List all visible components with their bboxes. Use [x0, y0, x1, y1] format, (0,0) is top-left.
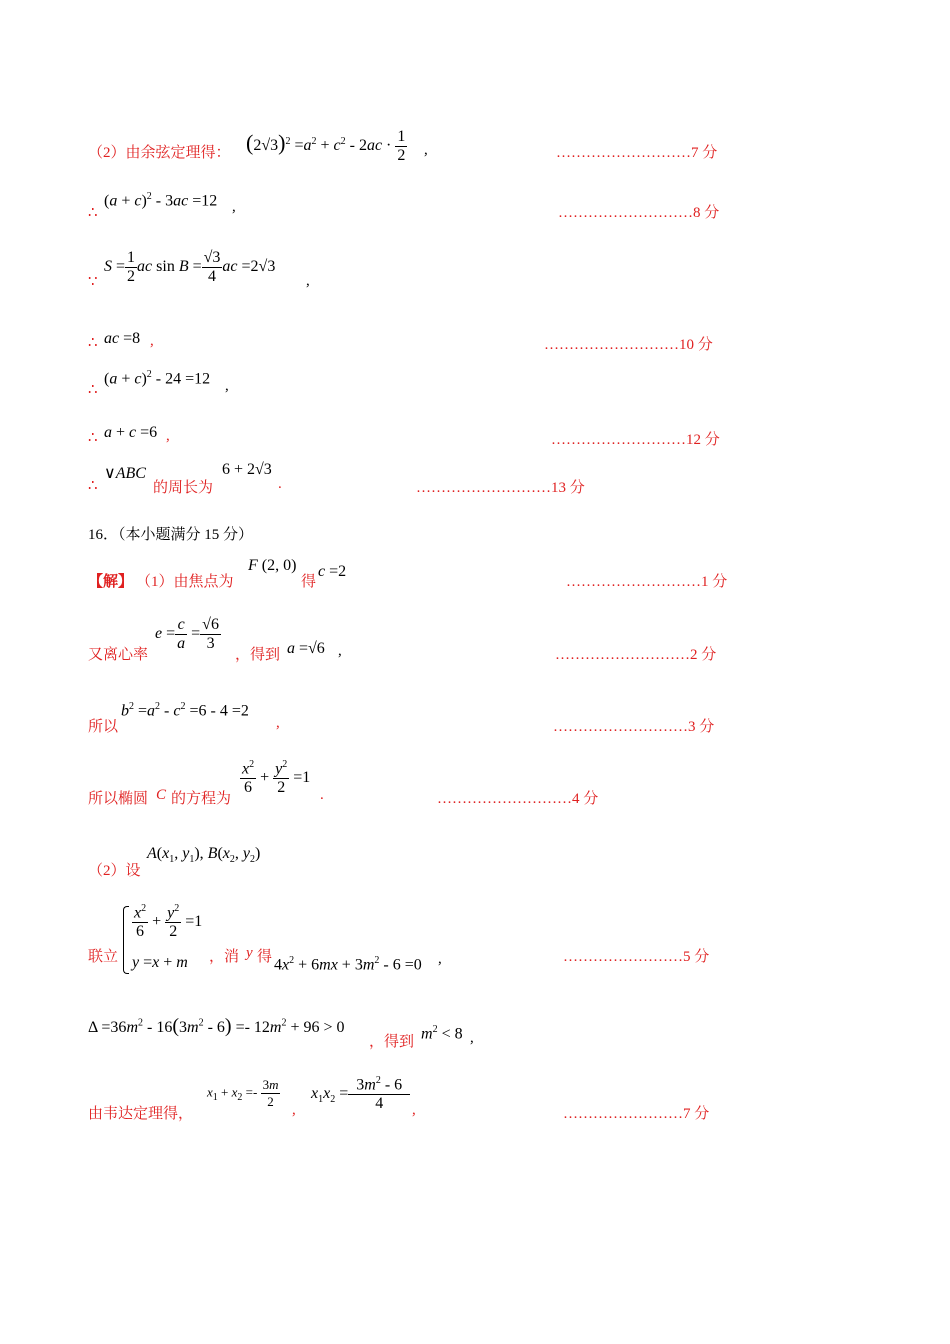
curve-c: C — [156, 787, 167, 803]
equation: $\frac{x^2}{6}$ + $\frac{y^2}{2}$ =1 — [242, 759, 311, 797]
quadratic: $4x^2 + 6mx + 3m^2 - 6 =0$ — [274, 955, 422, 974]
system-eq2: y =x + m — [132, 954, 188, 971]
line-vieta — [0, 1075, 950, 1125]
comma: , — [412, 1102, 416, 1118]
score-13: ………………………13 分 — [416, 480, 585, 496]
comma: , — [292, 1102, 296, 1118]
score-12: ………………………12 分 — [551, 432, 720, 448]
system-brace — [123, 906, 129, 974]
so-text: 所以 — [88, 719, 119, 735]
line-focus — [0, 555, 950, 615]
score-10: ………………………10 分 — [544, 337, 713, 353]
line-area — [0, 245, 950, 305]
eliminate-text: ，消 — [209, 949, 240, 965]
comma: , — [276, 715, 280, 731]
equation: $(a + c)^2 - 3ac =12$ — [104, 191, 218, 210]
equation: c =2 — [318, 563, 347, 580]
comma: , — [225, 378, 229, 394]
therefore-symbol: ∴ — [88, 205, 98, 221]
comma: , — [232, 199, 236, 215]
equation: a + c =6 — [104, 424, 158, 441]
score-1: ………………………1 分 — [566, 574, 728, 590]
vieta-text: 由韦达定理得， — [88, 1106, 194, 1122]
result-text: ，得到 — [235, 647, 281, 663]
comma: , — [150, 333, 154, 349]
line-set-points — [0, 840, 950, 900]
combine-text: 联立 — [88, 949, 119, 965]
product-roots: $x_1x_2$ = $\frac{3m^2 - 6}{4}$ — [311, 1075, 410, 1113]
comma: , — [424, 142, 428, 158]
focus-text: （1）由焦点为 — [136, 574, 234, 590]
sum-roots: $x_1 + x_2$ =- $\frac{3m}{2}$ — [207, 1077, 279, 1109]
line-law-of-cosines — [0, 120, 950, 180]
therefore-symbol: ∴ — [88, 335, 98, 351]
points-ab: $A(x_1$, $y_1$), $B(x_2$, $y_2$) — [147, 845, 261, 866]
line-discriminant — [0, 1010, 950, 1070]
comma: , — [438, 951, 442, 967]
question-title: 16．（本小题满分 15 分） — [88, 527, 254, 543]
line-system — [0, 903, 950, 978]
focus-point: F (2, 0) — [248, 557, 297, 574]
set-text: （2）设 — [88, 863, 141, 879]
because-symbol: ∵ — [88, 274, 98, 290]
equation: $b^2 =a^2 - c^2 =6 - 4 =2$ — [121, 701, 249, 720]
line-eccentricity — [0, 612, 950, 672]
equation: $(2√3)^2 =a^2 + c^2 - 2ac$ · $\frac{1}{2}$ — [246, 128, 406, 164]
var-y: y — [246, 945, 253, 961]
result-text: ，得到 — [369, 1034, 415, 1050]
perimeter-text: 的周长为 — [153, 480, 214, 496]
score-5: ……………………5 分 — [563, 949, 710, 965]
discriminant: $\Delta =36m^2 - 16(3m^2 - 6) =- 12m^2 + 96 > 0$ — [88, 1015, 345, 1037]
line-ellipse-equation — [0, 757, 950, 817]
eccentricity-text: 又离心率 — [88, 647, 149, 663]
comma: , — [306, 273, 310, 289]
score-3: ………………………3 分 — [553, 719, 715, 735]
period: . — [320, 787, 324, 803]
equation: $(a + c)^2 - 24 =12$ — [104, 369, 211, 388]
line-ac-sum — [0, 185, 950, 245]
inequality: $m^2 < 8$ — [421, 1024, 463, 1043]
equation-text: 的方程为 — [171, 791, 232, 807]
equation: S = $\frac{1}{2}$ ac sin B = $\frac{√3}{4}$ ac =2√3 — [104, 249, 276, 285]
equation: e = $\frac{c}{a}$ = $\frac{√6}{3}$ — [155, 616, 219, 652]
therefore-symbol: ∴ — [88, 382, 98, 398]
score-8: ………………………8 分 — [558, 205, 720, 221]
therefore-symbol: ∴ — [88, 430, 98, 446]
get-text: 得 — [301, 574, 317, 590]
score-7: ………………………7 分 — [556, 145, 718, 161]
score-4: ………………………4 分 — [437, 791, 599, 807]
step-label: （2）由余弦定理得： — [88, 145, 231, 161]
ellipse-text: 所以椭圆 — [88, 791, 149, 807]
score-7b: ……………………7 分 — [563, 1106, 710, 1122]
comma: , — [166, 428, 170, 444]
score-2: ………………………2 分 — [555, 647, 717, 663]
system-eq1: $\frac{x^2}{6}$ + $\frac{y^2}{2}$ =1 — [134, 903, 203, 941]
equation: ac =8 — [104, 330, 141, 347]
line-b-squared — [0, 693, 950, 753]
equation: a =√6 — [287, 640, 325, 657]
comma: , — [470, 1030, 474, 1046]
line-perimeter — [0, 458, 950, 518]
therefore-symbol: ∴ — [88, 478, 98, 494]
comma: , — [338, 643, 342, 659]
triangle-abc: ∨ABC — [104, 465, 146, 482]
get-text: 得 — [257, 949, 273, 965]
period: . — [278, 476, 282, 492]
perimeter-value: 6 + 2√3 — [222, 461, 272, 478]
solution-tag: 【解】 — [88, 574, 134, 590]
line-sum-24 — [0, 363, 950, 423]
